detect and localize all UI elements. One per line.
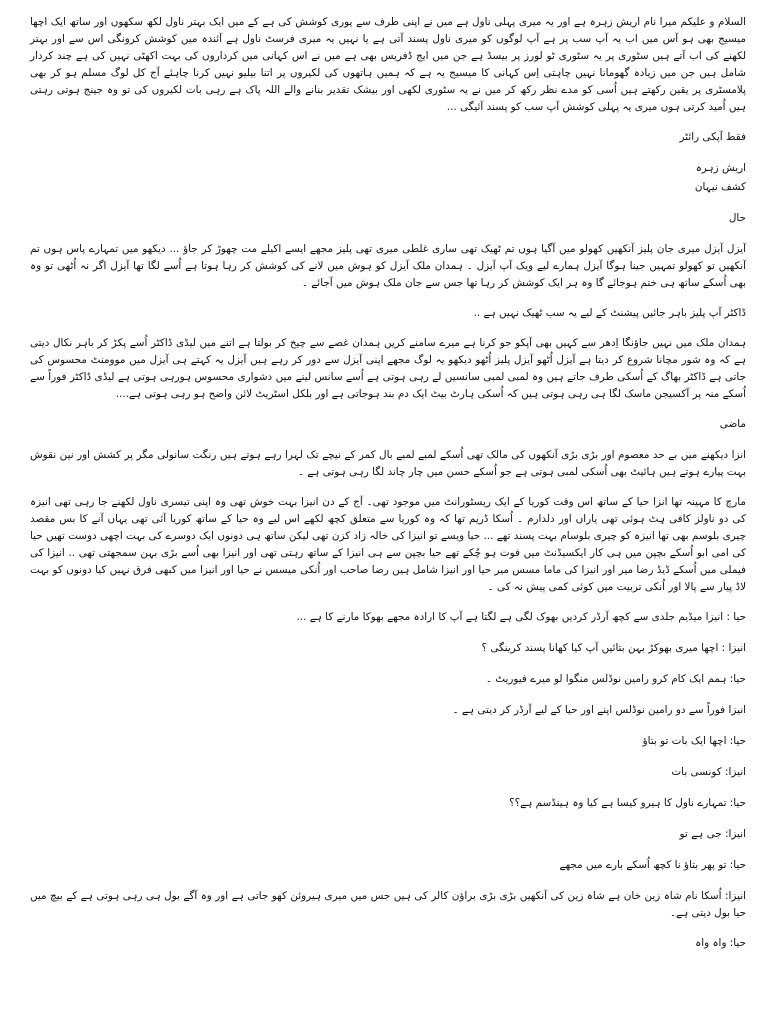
- dialogue-line: انیزا: اُسکا نام شاہ زین خان ہے شاہ زین کی آنکھیں بڑی بڑی براؤن کالر کی ہیں جس میں میری ہیروئن کھو جاتی ہے اور وہ آگے بول ہی رہی ہوتی ہے کے بیچ میں حیا بول دیتی ہے۔: [30, 890, 746, 919]
- section-heading-present: حال: [728, 212, 746, 224]
- author-intro-paragraph: السلام و علیکم میرا نام اریش زہرہ ہے اور یہ میری پہلی ناول ہے میں نے اپنی طرف سے پوری کوشش کی ہے کے میں ایک بہتر ناول لکھ سکھوں اور ساتھ ایک اچھا میسیج بھی ہو آس میں اب یہ آپ سب پر ہے آپ لوگوں کو میری ناول پسند آتی ہے یا نہیں یہ میری فرسٹ ناول ہے آئندہ میں کوشش کرونگی اس سے اور بہتر لکھنے کی اب آتے ہیں سٹوری پر یہ سٹوری ٹو لورز پر بیسڈ ہے جن میں ایج ڈفریس بھی ہے میں نے اس کہانی میں کرداروں کی بہت اکھٹی نہیں کی ہے چند کردار شامل ہیں جن میں زیادہ گھومانا نہیں چاہتی اِس کہانی کا میسیج یہ ہے کہ ہمیں ہاتھوں کی لکیروں پر اتنا بیلیو نہیں کرنا چاہئے آج کل لوگ مسلم ہو کر بھی پلامسٹری پر یقین رکھتے ہیں اُسی کو مدے نظر رکھ کر میں نے یہ سٹوری لکھی اور بیشک تقدیر بنانے والے اللہ پاک ہے رہی بات لکیروں کی تو وہ جینج ہوتی رہتی ہیں اُمید کرتی ہوں میری یہ پہلی کوشش آپ سب کو پسند آئیگی ...: [30, 16, 746, 113]
- dialogue-line: انیزا فوراً سے دو رامین نوڈلس اپنے اور حیا کے لیے آرڈر کر دیتی ہے ۔: [452, 704, 746, 716]
- dialogue-line: حیا: واہ واہ: [695, 937, 746, 949]
- story-paragraph: انزا دیکھنے میں بے حد معصوم اور بڑی بڑی آنکھوں کی مالک تھی اُسکے لمبے لمبے بال کمر کے نیچے تک لہرا رہے ہوتے ہیں رنگت سانولی مگر پر کشش اور نین نقوش بہت پیارے ہوتے ہیں ہائیٹ بھی اُسکی لمبی ہوتی ہے جو اُسکے حسن میں چار چاند لگا رہی ہوتی ہے ۔: [30, 449, 746, 478]
- dialogue-line: انیزا: کونسی بات: [671, 766, 746, 778]
- section-heading-past: ماضی: [719, 418, 746, 430]
- story-paragraph: ڈاکٹر آپ پلیز باہر جائیں پیشنٹ کے لیے یہ سب ٹھیک نہیں ہے ..: [473, 307, 746, 319]
- writer-credit: فقط آپکی رائٹر: [679, 131, 746, 143]
- dialogue-line: حیا : انیزا میڈیم جلدی سے کچھ آرڈر کردیں بھوک لگی ہے لگتا ہے آپ کا ارادہ مجھے بھوکا مارنے کا ہے ...: [296, 611, 746, 623]
- dialogue-line: حیا: ہمم ایک کام کرو رامین نوڈلس منگوا لو میرے فیوریٹ ۔: [485, 673, 746, 685]
- pen-name: کشف نیہان: [694, 181, 746, 193]
- story-paragraph: آیزل آیزل میری جان پلیز آنکھیں کھولو میں آگیا ہوں تم ٹھیک تھی ساری غلطی میری تھی پلیز مجھے ایسے اکیلے مت چھوڑ کر جاؤ ... دیکھو میں تمہارے پاس ہوں تم آنکھیں تو کھولو تمہیں جینا ہوگا آیزل ہمارے لیے ویک آپ آیزل ۔ ہمدان ملک آیزل کو ہوش میں لانے کی کوشش کر رہا ہوتا ہے اُسے لگا تھا آیزل اگر نہ اُٹھی تو وہ بھی اُسکے ساتھ ہی ختم ہوجائے گا وہ ہر ایک کوشش کر رہا تھا جس سے جان ملک ہوش میں آجائے ۔: [30, 243, 746, 289]
- dialogue-line: حیا: اچھا ایک بات تو بتاؤ: [642, 735, 746, 747]
- dialogue-line: انیزا : اچھا میری بھوکڑ بہن بتائیں آپ کیا کھانا پسند کرینگی ؟: [481, 642, 746, 654]
- dialogue-line: حیا: تمہارے ناول کا ہیرو کیسا ہے کیا وہ ہینڈسم ہے؟؟: [509, 797, 746, 809]
- dialogue-line: انیزا: جی ہے تو: [679, 828, 746, 840]
- dialogue-line: حیا: تو پھر بتاؤ نا کچھ اُسکے بارے میں مجھے: [559, 859, 746, 871]
- author-name: اریش زہرہ: [695, 162, 746, 174]
- story-paragraph: مارچ کا مہینہ تھا انزا حیا کے ساتھ اس وقت کوریا کے ایک ریسٹورانٹ میں موجود تھی۔ آج کے دن انیزا بہت خوش تھی وہ اپنی تیسری ناول لکھنے جا رہی تھی انیزہ کی دو ناولز کافی ہِٹ ہوئی تھی یاراں اور دلدارم ۔ اُسکا ڈریم تھا کہ وہ کوریا سے متعلق کچھ لکھے اس لیے وہ حیا کے ساتھ کوریا آئی تھی یہاں آنے کا بس مقصد چیری بلوسم بھی تھا انیزہ کو چیری بلوسام بہت پسند تھے ... حیا ویسے تو انیزا کی خالہ زاد کزن تھی لیکن ساتھ ہی دونوں ایک دوسرے کی بہت اچھی دوست تھیں حیا کی امی ابو اُسکے بچپن میں ہی کار ایکسیڈنٹ میں فوت ہو چُکے تھے حیا بچپن سے ہی انیزا کے ساتھ رہتی تھی اور انیزا بھی اُسے بڑی بہن سمجھتی تھی .. انیزا کی فیملی میں اُسکے ڈیڈ رضا میر اور انیزا کی ماما مسس میر حیا اور انیزا شامل ہیں رضا صاحب اور اُنکی میسس نے حیا اور انیزا میں کبھی فرق نہیں کیا دونوں کو بہت لاڈ پیار سے پالا اور اُنکی تربیت میں کوئی کمی پیش نہ کی ۔: [30, 496, 746, 593]
- story-paragraph: ہمدان ملک میں نہیں جاؤنگا اِدھر سے کہیں بھی آپکو جو کرنا ہے میرے سامنے کریں ہمدان غصے سے چیخ کر بولتا ہے اتنے میں لیڈی ڈاکٹر اُسے پکڑ کر باہر نکال دیتی ہے کہ وہ شور مچانا شروع کر دیتا ہے آیزل اُٹھو آیزل پلیز اُٹھو دیکھو یہ لوگ مجھے اپنی آیزل سے دور کر رہے ہیں آیزل یہ کہتے ہی آیزل میں موومنٹ محسوس کی جاتی ہے ڈاکٹر بھاگ کے اُسکی طرف جاتے ہیں وہ لمبی لمبی سانسیں لے رہی ہوتی ہے اُسے سانس لینے میں دشواری محسوس ہورہی ہوتی ہے لیڈی ڈاکٹر فوراً سے اُسکے منہ پر آکسیجن ماسک لگا ہی رہی ہوتی ہیں کہ اُسکی ہارٹ بیٹ ایک دم بند ہوجاتی ہے اور بلکل اسٹریٹ لائن واضح ہو رہی ہوتی ہے....: [30, 337, 746, 400]
